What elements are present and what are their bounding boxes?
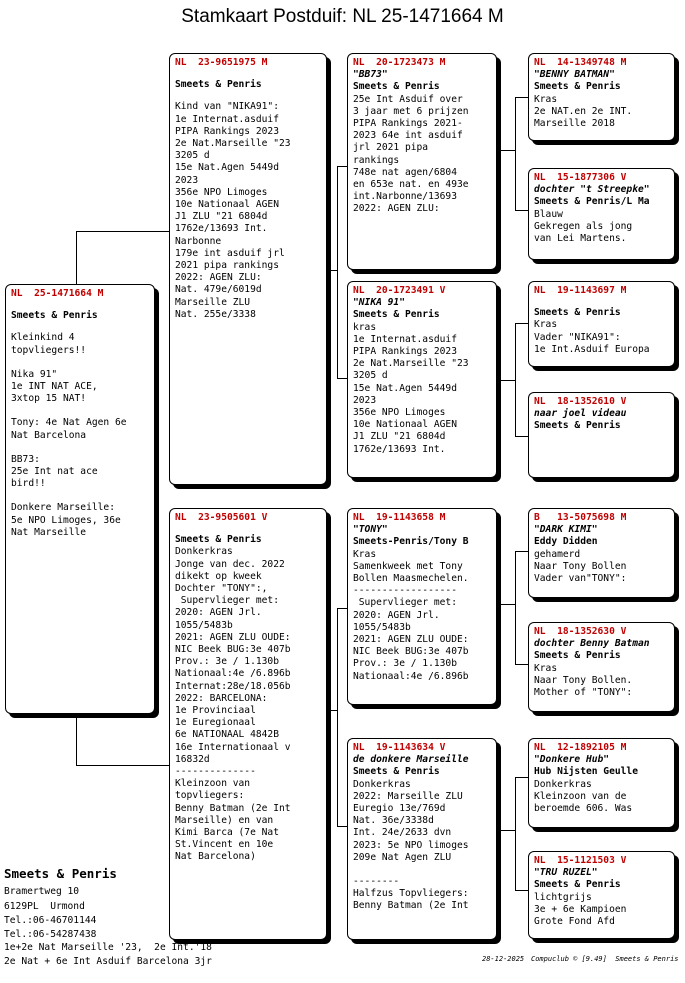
info-line: Supervlieger met: [353,597,457,609]
info-line: Nika 91" [11,368,58,380]
info-line: 1762e/13693 Int. [353,443,446,455]
info-line: Marseille ZLU [175,296,251,308]
info-line: 179e int asduif jrl [175,247,285,259]
info-line: 1762e/13693 Int. [175,223,268,235]
info-line: Internat:28e/18.056b [175,680,291,692]
info-line: Blauw [534,208,563,220]
info-line: 2023 [353,394,377,406]
breeder-name: Smeets & Penris [534,307,621,319]
connector-line [500,830,515,831]
pigeon-nickname: "BB73" [353,69,388,81]
spacer [11,322,149,332]
footer-city: 6129PL Urmond [4,901,85,912]
info-line [11,490,149,502]
info-line: Dochter "TONY":, [175,583,268,595]
spacer [175,91,321,101]
info-line: 10e Nationaal AGEN [175,199,279,211]
info-line: Bollen Maasmechelen. [353,573,469,585]
info-line: Marseille) en van [175,814,274,826]
breeder-name: Smeets & Penris [534,81,621,93]
info-line: BB73: [11,453,40,465]
info-line: topvliegers: [175,790,245,802]
connector-line [515,323,516,436]
breeder-name: Smeets & Penris [353,81,440,93]
info-line: van Lei Martens. [534,233,627,245]
info-line: 6e NATIONAAL 4842B [175,729,279,741]
ring-number: NL 20-1723491 V [353,285,446,296]
pigeon-card-fmf[interactable] [528,281,675,367]
info-line: Donkerkras [353,778,411,790]
info-line: Supervlieger met: [175,595,279,607]
ring-number: B 13-5075698 M [534,512,627,523]
connector-line [500,150,515,151]
info-line: lichtgrijs [534,891,592,903]
pigeon-card-mmm[interactable] [528,851,675,939]
info-line: -------- [353,876,400,888]
info-line: 5e NPO Limoges, 36e [11,514,121,526]
pigeon-nickname: dochter Benny Batman [534,638,650,650]
info-line: 2e Nat.Marseille "23 [175,138,291,150]
ring-number: NL 19-1143634 V [353,742,446,753]
info-line: 2023 64e int asduif [353,130,463,142]
info-line: Grote Fond Afd [534,916,615,928]
breeder-name: Smeets & Penris [353,309,440,321]
info-line: Marseille 2018 [534,118,615,130]
footer-address: Bramertweg 10 [4,886,80,897]
ring-number: NL 20-1723473 M [353,57,446,68]
info-line: 3 jaar met 6 prijzen [353,105,469,117]
pigeon-card-father-mother[interactable] [347,281,497,478]
pigeon-card-ffm[interactable] [528,168,675,260]
info-line: 25e Int Asduif over [353,93,463,105]
info-line: jrl 2021 pipa [353,142,429,154]
print-date: 28-12-2025 [482,955,525,963]
ring-number: NL 19-1143658 M [353,512,446,523]
info-line: Kleinzoon van de [534,790,627,802]
connector-line [500,604,515,605]
pigeon-card-mmf[interactable] [528,738,675,828]
pigeon-nickname: dochter "t Streepke" [534,184,650,196]
pigeon-nickname: "TRU RUZEL" [534,867,598,879]
info-line: gehamerd [534,548,581,560]
footer-phone-2: Tel.:06-54287438 [4,929,97,940]
breeder-name: Smeets-Penris/Tony B [353,536,469,548]
info-line [353,864,491,876]
info-line: 2023 [175,174,199,186]
connector-line [500,380,515,381]
info-line: 1e Provinciaal [175,705,256,717]
pigeon-nickname: "TONY" [353,524,388,536]
ring-number: NL 18-1352630 V [534,626,627,637]
breeder-name: Hub Nijsten Geulle [534,766,638,778]
info-line: 25e Int nat ace [11,466,98,478]
pigeon-card-father[interactable] [169,53,327,485]
info-line: Naar Tony Bollen [534,560,627,572]
pigeon-nickname: "BENNY BATMAN" [534,69,615,81]
info-line: 16e Internationaal v [175,741,291,753]
ring-number: NL 18-1352610 V [534,396,627,407]
info-line: J1 ZLU "21 6804d [353,431,446,443]
ring-number: NL 15-1121503 V [534,855,627,866]
breeder-name: Smeets & Penris [175,534,262,546]
info-line: 356e NPO Limoges [175,186,268,198]
software-credit: Compuclub © [9.49] Smeets & Penris [531,955,679,963]
info-line: Naar Tony Bollen. [534,674,633,686]
info-line: Jonge van dec. 2022 [175,558,285,570]
info-line: 16832d [175,753,210,765]
info-line: NIC Beek BUG:3e 407b [353,646,469,658]
spacer [11,300,149,310]
info-line: 2023: 5e NPO limoges [353,839,469,851]
info-line: 1e Euregionaal [175,717,256,729]
info-line: Nat. 479e/6019d [175,284,262,296]
breeder-name: Smeets & Penris [534,879,621,891]
info-line: Kleinkind 4 [11,332,75,344]
info-line: PIPA Rankings 2021- [353,118,463,130]
info-line: kras [353,321,377,333]
info-line: 2020: AGEN Jrl. [175,607,262,619]
info-line: Nat. 36e/3338d [353,815,434,827]
info-line: Mother of "TONY": [534,687,633,699]
connector-line [76,231,171,232]
connector-line [76,231,77,286]
info-line: 356e NPO Limoges [353,407,446,419]
info-line: Nat Marseille [11,526,87,538]
info-line [11,442,149,454]
pigeon-nickname: "DARK KIMI" [534,524,598,536]
connector-line [76,765,171,766]
breeder-name: Smeets & Penris/L Ma [534,196,650,208]
breeder-name: Smeets & Penris [11,310,98,322]
info-line: Kimi Barca (7e Nat [175,827,279,839]
pigeon-card-father-father[interactable] [347,53,497,270]
breeder-name: Smeets & Penris [175,79,262,91]
info-line: Gekregen als jong [534,220,633,232]
info-line [11,357,149,369]
info-line: dikekt op kweek [175,570,262,582]
info-line: Kleinzoon van [175,778,251,790]
connector-line [515,890,529,891]
info-line: Nationaal:4e /6.896b [353,670,469,682]
info-line: 1e Int.Asduif Europa [534,343,650,355]
breeder-name: Smeets & Penris [534,650,621,662]
ring-number: NL 23-9651975 M [175,57,268,68]
info-line: Donkerkras [534,778,592,790]
footer-achievement-2: 2e Nat + 6e Int Asduif Barcelona 3jr [4,956,212,967]
info-line: Benny Batman (2e Int [175,802,291,814]
info-line: Euregio 13e/769d [353,803,446,815]
pigeon-card-fmm[interactable] [528,392,675,478]
info-line: Kras [534,93,558,105]
connector-line [515,436,529,437]
connector-line [337,166,338,378]
info-line: 10e Nationaal AGEN [353,419,457,431]
info-line: ------------------ [353,585,457,597]
spacer [534,297,669,307]
info-line: 1055/5483b [353,621,411,633]
info-line [11,405,149,417]
pigeon-card-mother-father[interactable] [347,508,497,705]
info-line: 15e Nat.Agen 5449d [353,382,457,394]
pigeon-card-mother-mother[interactable] [347,738,497,940]
spacer [175,524,321,534]
info-line: Kras [353,548,377,560]
info-line: 2021: AGEN ZLU OUDE: [353,634,469,646]
info-line: 1e Internat.asduif [175,113,279,125]
footer-owner-name: Smeets & Penris [4,866,117,881]
info-line: Benny Batman (2e Int [353,900,469,912]
pigeon-nickname: "NIKA 91" [353,297,405,309]
connector-line [515,777,516,890]
connector-line [337,608,338,826]
info-line: 2022: BARCELONA: [175,692,268,704]
info-line: St.Vincent en 10e [175,839,274,851]
info-line: 2022: AGEN ZLU: [353,203,440,215]
info-line: 3205 d [353,370,388,382]
info-line: Kras [534,319,558,331]
connector-line [76,713,77,765]
info-line: 2e NAT.en 2e INT. [534,105,633,117]
pigeon-nickname: naar joel videau [534,408,627,420]
info-line: 2022: Marseille ZLU [353,790,463,802]
pigeon-card-subject[interactable] [5,284,155,714]
connector-line [515,777,529,778]
ring-number: NL 23-9505601 V [175,512,268,523]
pigeon-card-fff[interactable] [528,53,675,141]
info-line: 2021: AGEN ZLU OUDE: [175,631,291,643]
ring-number: NL 12-1892105 M [534,742,627,753]
info-line: Nationaal:4e /6.896b [175,668,291,680]
info-line: en 653e nat. en 493e [353,179,469,191]
connector-line [515,551,529,552]
pigeon-card-mother[interactable] [169,508,327,940]
info-line: Donkere Marseille: [11,502,115,514]
info-line: Vader van"TONY": [534,573,627,585]
info-line: Kras [534,662,558,674]
info-line: 3205 d [175,150,210,162]
connector-line [327,270,337,271]
info-line: 2020: AGEN Jrl. [353,609,440,621]
connector-line [327,710,337,711]
info-line: Donkerkras [175,546,233,558]
info-line: PIPA Rankings 2023 [353,346,457,358]
connector-line [515,97,529,98]
info-line: Samenkweek met Tony [353,560,463,572]
breeder-name: Smeets & Penris [353,766,440,778]
info-line: Prov.: 3e / 1.130b [353,658,457,670]
footer-achievement-1: 1e+2e Nat Marseille '23, 2e Int.'18 [4,942,212,953]
info-line: J1 ZLU "21 6804d [175,211,268,223]
info-line: 3xtop 15 NAT! [11,393,87,405]
info-line: 2021 pipa rankings [175,260,279,272]
breeder-name: Smeets & Penris [534,420,621,432]
page-title: Stamkaart Postduif: NL 25-1471664 M [181,6,504,27]
info-line: 209e Nat Agen ZLU [353,851,452,863]
info-line: -------------- [175,766,256,778]
info-line: 748e nat agen/6804 [353,166,457,178]
pigeon-nickname: "Donkere Hub" [534,754,610,766]
ring-number: NL 25-1471664 M [11,288,104,299]
info-line: Nat Barcelona) [175,851,256,863]
info-line: Int. 24e/2633 dvn [353,827,452,839]
connector-line [515,551,516,664]
info-line: 1e Internat.asduif [353,333,457,345]
connector-line [515,210,529,211]
info-line: topvliegers!! [11,344,87,356]
info-line: PIPA Rankings 2023 [175,125,279,137]
pigeon-card-mfm[interactable] [528,622,675,712]
info-line: 2e Nat.Marseille "23 [353,358,469,370]
info-line: Narbonne [175,235,222,247]
info-line: rankings [353,154,400,166]
info-line: Prov.: 3e / 1.130b [175,656,279,668]
footer-phone-1: Tel.:06-46701144 [4,915,97,926]
info-line: 1055/5483b [175,619,233,631]
info-line: int.Narbonne/13693 [353,191,457,203]
info-line: bird!! [11,478,46,490]
connector-line [515,323,529,324]
info-line: 1e INT NAT ACE, [11,381,98,393]
info-line: Nat Barcelona [11,429,87,441]
info-line: 3e + 6e Kampioen [534,903,627,915]
ring-number: NL 19-1143697 M [534,285,627,296]
info-line: NIC Beek BUG:3e 407b [175,644,291,656]
pigeon-card-mff[interactable] [528,508,675,598]
connector-line [515,97,516,210]
pigeon-nickname: de donkere Marseille [353,754,469,766]
info-line: Halfzus Topvliegers: [353,888,469,900]
info-line: 15e Nat.Agen 5449d [175,162,279,174]
info-line: Nat. 255e/3338 [175,308,256,320]
connector-line [515,664,529,665]
info-line: Vader "NIKA91": [534,331,621,343]
spacer [175,69,321,79]
info-line: Tony: 4e Nat Agen 6e [11,417,127,429]
info-line: 2022: AGEN ZLU: [175,272,262,284]
info-line: beroemde 606. Was [534,803,633,815]
info-line: Kind van "NIKA91": [175,101,279,113]
ring-number: NL 15-1877306 V [534,172,627,183]
ring-number: NL 14-1349748 M [534,57,627,68]
breeder-name: Eddy Didden [534,536,598,548]
